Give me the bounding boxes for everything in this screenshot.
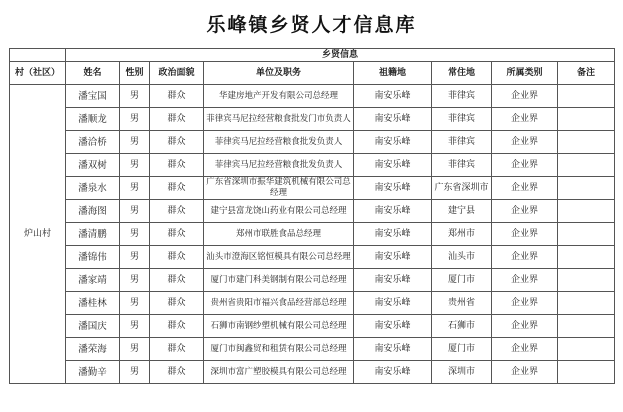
cell-origin: 南安乐峰 (354, 177, 432, 200)
cell-residence: 贵州省 (432, 292, 492, 315)
cell-name: 潘泉水 (66, 177, 120, 200)
cell-origin: 南安乐峰 (354, 361, 432, 384)
table-row (10, 338, 615, 361)
table-row (10, 223, 615, 246)
cell-name: 潘宝国 (66, 85, 120, 108)
cell-gender: 男 (120, 108, 150, 131)
village-cell: 炉山村 (10, 85, 66, 384)
cell-political: 群众 (150, 108, 204, 131)
cell-political: 群众 (150, 223, 204, 246)
cell-unit: 石狮市南钢纱塑机械有限公司总经理 (204, 315, 354, 338)
table-row (10, 246, 615, 269)
cell-origin: 南安乐峰 (354, 200, 432, 223)
cell-name: 潘顺龙 (66, 108, 120, 131)
cell-name: 潘勤辛 (66, 361, 120, 384)
cell-category: 企业界 (492, 177, 558, 200)
cell-category: 企业界 (492, 131, 558, 154)
cell-note (558, 338, 615, 361)
talent-table (9, 48, 615, 384)
cell-political: 群众 (150, 269, 204, 292)
cell-origin: 南安乐峰 (354, 131, 432, 154)
cell-residence: 建宁县 (432, 200, 492, 223)
cell-origin: 南安乐峰 (354, 246, 432, 269)
group-header: 乡贤信息 (66, 49, 615, 62)
cell-gender: 男 (120, 85, 150, 108)
group-header-row (10, 49, 615, 62)
column-header-row (10, 62, 615, 85)
column-header-name: 姓名 (66, 62, 120, 85)
cell-residence: 广东省深圳市 (432, 177, 492, 200)
cell-note (558, 269, 615, 292)
cell-origin: 南安乐峰 (354, 269, 432, 292)
cell-note (558, 85, 615, 108)
cell-category: 企业界 (492, 246, 558, 269)
table-row (10, 292, 615, 315)
cell-political: 群众 (150, 292, 204, 315)
table-row (10, 361, 615, 384)
cell-gender: 男 (120, 338, 150, 361)
cell-unit: 贵州省贵阳市福兴食品经营部总经理 (204, 292, 354, 315)
column-header-unit: 单位及职务 (204, 62, 354, 85)
cell-gender: 男 (120, 223, 150, 246)
cell-note (558, 131, 615, 154)
table-row (10, 108, 615, 131)
cell-name: 潘国庆 (66, 315, 120, 338)
cell-gender: 男 (120, 154, 150, 177)
table-row (10, 85, 615, 108)
cell-gender: 男 (120, 131, 150, 154)
cell-name: 潘桂林 (66, 292, 120, 315)
cell-origin: 南安乐峰 (354, 338, 432, 361)
cell-political: 群众 (150, 361, 204, 384)
cell-unit: 深圳市富广塑胶模具有限公司总经理 (204, 361, 354, 384)
cell-residence: 汕头市 (432, 246, 492, 269)
cell-gender: 男 (120, 269, 150, 292)
cell-category: 企业界 (492, 200, 558, 223)
cell-origin: 南安乐峰 (354, 154, 432, 177)
cell-political: 群众 (150, 246, 204, 269)
cell-gender: 男 (120, 361, 150, 384)
cell-name: 潘锦伟 (66, 246, 120, 269)
cell-unit: 菲律宾马尼拉经营粮食批发负责人 (204, 131, 354, 154)
cell-category: 企业界 (492, 108, 558, 131)
cell-residence: 石狮市 (432, 315, 492, 338)
cell-residence: 菲律宾 (432, 108, 492, 131)
cell-residence: 菲律宾 (432, 131, 492, 154)
column-header-residence: 常住地 (432, 62, 492, 85)
cell-note (558, 246, 615, 269)
cell-unit: 厦门市闽鑫贸和租赁有限公司总经理 (204, 338, 354, 361)
table-row (10, 154, 615, 177)
column-header-note: 备注 (558, 62, 615, 85)
cell-name: 潘海图 (66, 200, 120, 223)
cell-origin: 南安乐峰 (354, 108, 432, 131)
cell-gender: 男 (120, 292, 150, 315)
column-header-origin: 祖籍地 (354, 62, 432, 85)
cell-category: 企业界 (492, 338, 558, 361)
cell-residence: 菲律宾 (432, 154, 492, 177)
cell-political: 群众 (150, 200, 204, 223)
cell-political: 群众 (150, 131, 204, 154)
cell-note (558, 223, 615, 246)
cell-unit: 菲律宾马尼拉经营粮食批发负责人 (204, 154, 354, 177)
cell-note (558, 315, 615, 338)
cell-gender: 男 (120, 315, 150, 338)
cell-category: 企业界 (492, 361, 558, 384)
cell-category: 企业界 (492, 85, 558, 108)
table-body (10, 85, 615, 384)
cell-category: 企业界 (492, 292, 558, 315)
group-header-blank (10, 49, 66, 62)
cell-category: 企业界 (492, 315, 558, 338)
column-header-category: 所属类别 (492, 62, 558, 85)
cell-residence: 厦门市 (432, 269, 492, 292)
table-row (10, 200, 615, 223)
column-header-gender: 性别 (120, 62, 150, 85)
cell-political: 群众 (150, 85, 204, 108)
cell-residence: 郑州市 (432, 223, 492, 246)
cell-unit: 菲律宾马尼拉经营粮食批发门市负责人 (204, 108, 354, 131)
cell-political: 群众 (150, 154, 204, 177)
cell-political: 群众 (150, 315, 204, 338)
cell-residence: 深圳市 (432, 361, 492, 384)
cell-unit: 厦门市建门科美钢制有限公司总经理 (204, 269, 354, 292)
cell-name: 潘双树 (66, 154, 120, 177)
cell-name: 潘清鹏 (66, 223, 120, 246)
cell-unit: 郑州市联胜食品总经理 (204, 223, 354, 246)
cell-gender: 男 (120, 200, 150, 223)
cell-category: 企业界 (492, 269, 558, 292)
cell-political: 群众 (150, 338, 204, 361)
cell-origin: 南安乐峰 (354, 315, 432, 338)
cell-note (558, 154, 615, 177)
cell-political: 群众 (150, 177, 204, 200)
column-header-village: 村（社区） (10, 62, 66, 85)
column-header-political: 政治面貌 (150, 62, 204, 85)
cell-unit: 广东省深圳市振华建筑机械有限公司总经理 (204, 177, 354, 200)
cell-gender: 男 (120, 177, 150, 200)
table-row (10, 269, 615, 292)
table-row (10, 131, 615, 154)
table-row (10, 315, 615, 338)
cell-residence: 菲律宾 (432, 85, 492, 108)
cell-name: 潘洽桥 (66, 131, 120, 154)
cell-unit: 华建房地产开发有限公司总经理 (204, 85, 354, 108)
cell-note (558, 361, 615, 384)
cell-origin: 南安乐峰 (354, 292, 432, 315)
cell-unit: 汕头市澄海区铭恒模具有限公司总经理 (204, 246, 354, 269)
cell-category: 企业界 (492, 154, 558, 177)
cell-note (558, 200, 615, 223)
cell-note (558, 177, 615, 200)
cell-residence: 厦门市 (432, 338, 492, 361)
cell-gender: 男 (120, 246, 150, 269)
table-row (10, 177, 615, 200)
cell-name: 潘荣海 (66, 338, 120, 361)
document-title: 乐峰镇乡贤人才信息库 (206, 14, 417, 36)
cell-name: 潘家靖 (66, 269, 120, 292)
cell-origin: 南安乐峰 (354, 223, 432, 246)
cell-category: 企业界 (492, 223, 558, 246)
cell-note (558, 292, 615, 315)
cell-origin: 南安乐峰 (354, 85, 432, 108)
cell-unit: 建宁县富龙饶山药业有限公司总经理 (204, 200, 354, 223)
cell-note (558, 108, 615, 131)
